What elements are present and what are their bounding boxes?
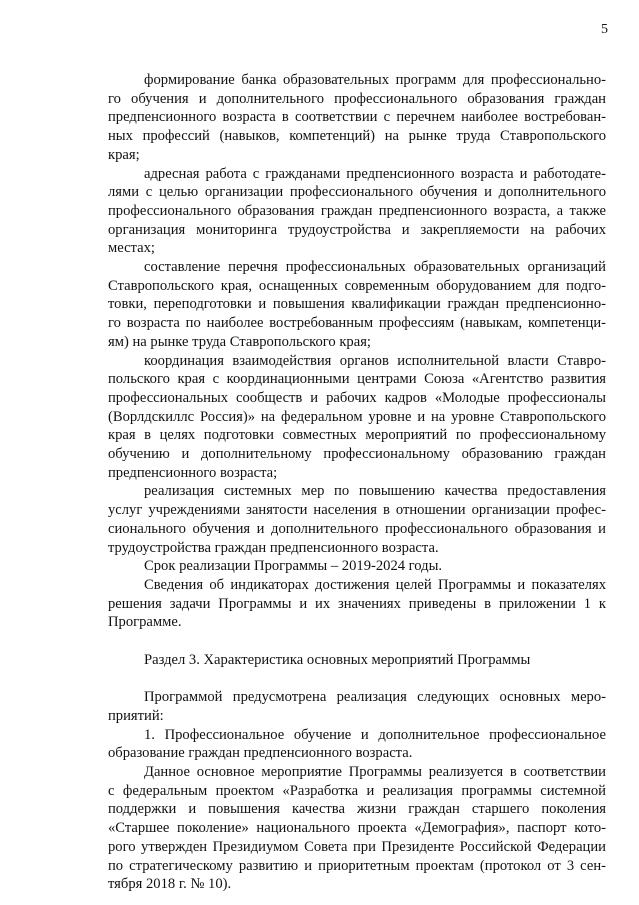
paragraph-5 bbox=[108, 482, 606, 557]
text-line: польского края с координационными центрами Союза «Агентство развития bbox=[108, 371, 606, 388]
text-line: предпенсионного возраста в соответствии с перечнем наиболее востребован- bbox=[108, 109, 606, 126]
text-line: обучению и дополнительному профессиональному образованию граждан bbox=[108, 446, 606, 463]
blank-line bbox=[108, 632, 606, 651]
text-line: Данное основное мероприятие Программы реализуется в соответствии bbox=[144, 763, 606, 780]
text-line: местах; bbox=[108, 240, 155, 257]
blank-line bbox=[108, 669, 606, 688]
text-line: ных профессий (навыков, компетенций) на рынке труда Ставропольского bbox=[108, 128, 606, 145]
paragraph-2 bbox=[108, 165, 606, 259]
text-line: го обучения и дополнительного профессионального образования граждан bbox=[108, 90, 606, 107]
text-line: по стратегическому развитию и приоритетным проектам (протокол от 3 сен- bbox=[108, 857, 606, 874]
paragraph-6 bbox=[108, 557, 606, 576]
text-line: го возраста по наиболее востребованным профессиям (навыкам, компетенци- bbox=[108, 315, 606, 332]
text-line: Программе. bbox=[108, 614, 182, 631]
text-line: Ставропольского края, оснащенных современным оборудованием для подго- bbox=[108, 277, 606, 294]
text-line: предпенсионного возраста; bbox=[108, 464, 278, 481]
text-line: рого утвержден Президиумом Совета при Президенте Российской Федерации bbox=[108, 838, 606, 855]
text-line: (Ворлдскиллс Россия)» на федеральном уровне и на уровне Ставропольского bbox=[108, 408, 606, 425]
text-line: организация мониторинга трудоустройства и закрепляемости на рабочих bbox=[108, 221, 606, 238]
text-line: профессионального образования граждан предпенсионного возраста, а также bbox=[108, 202, 606, 219]
text-line: Сведения об индикаторах достижения целей Программы и показателях bbox=[144, 576, 606, 593]
text-line: Срок реализации Программы – 2019-2024 годы. bbox=[144, 558, 443, 575]
document-body bbox=[108, 71, 606, 894]
text-line: реализация системных мер по повышению качества предоставления bbox=[144, 483, 606, 500]
text-line: услуг учреждениями занятости населения в отношении организации профес- bbox=[108, 502, 606, 519]
text-line: «Старшее поколение» национального проекта «Демография», паспорт кото- bbox=[108, 820, 606, 837]
text-line: товки, переподготовки и повышения квалификации граждан предпенсионно- bbox=[108, 296, 606, 313]
paragraph-4 bbox=[108, 352, 606, 483]
text-line: профессиональных сообществ и рабочих кадров «Молодые профессионалы bbox=[108, 389, 606, 406]
paragraph-10 bbox=[108, 763, 606, 894]
text-line: решения задачи Программы и их значениях приведены в приложении 1 к bbox=[108, 595, 606, 612]
text-line: лями с целью организации профессионального обучения и дополнительного bbox=[108, 184, 606, 201]
text-line: сионального обучения и дополнительного профессионального образования и bbox=[108, 520, 606, 537]
text-line: Программой предусмотрена реализация следующих основных меро- bbox=[144, 689, 606, 706]
text-line: образование граждан предпенсионного возраста. bbox=[108, 745, 413, 762]
text-line: с федеральным проектом «Разработка и реализация программы системной bbox=[108, 782, 606, 799]
text-line: адресная работа с гражданами предпенсионного возраста и работодате- bbox=[144, 165, 606, 182]
text-line: составление перечня профессиональных образовательных организаций bbox=[144, 259, 606, 276]
text-line: 1. Профессиональное обучение и дополнительное профессиональное bbox=[144, 726, 606, 743]
paragraph-7 bbox=[108, 576, 606, 632]
section-heading bbox=[108, 651, 606, 670]
text-line: тября 2018 г. № 10). bbox=[108, 876, 232, 893]
paragraph-3 bbox=[108, 258, 606, 352]
text-line: приятий: bbox=[108, 707, 164, 724]
text-line: координация взаимодействия органов исполнительной власти Ставро- bbox=[144, 352, 606, 369]
paragraph-8 bbox=[108, 688, 606, 725]
heading-text: Раздел 3. Характеристика основных мероприятий Программы bbox=[144, 651, 531, 668]
text-line: формирование банка образовательных программ для профессионально- bbox=[144, 72, 606, 88]
paragraph-1 bbox=[108, 71, 606, 165]
text-line: края в целях подготовки совместных мероприятий по профессиональному bbox=[108, 427, 606, 444]
paragraph-9 bbox=[108, 726, 606, 763]
page-number: 5 bbox=[601, 22, 608, 37]
text-line: края; bbox=[108, 146, 140, 163]
text-line: трудоустройства граждан предпенсионного возраста. bbox=[108, 539, 439, 556]
text-line: поддержки и повышения качества жизни граждан старшего поколения bbox=[108, 801, 606, 818]
text-line: ям) на рынке труда Ставропольского края; bbox=[108, 333, 371, 350]
